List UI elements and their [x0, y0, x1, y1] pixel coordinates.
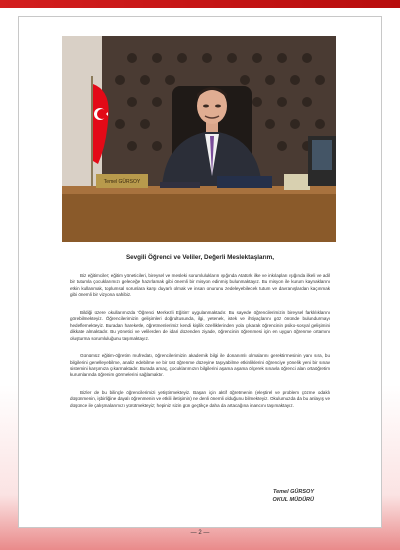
signature-block [273, 488, 314, 504]
letter-greeting: Sevgili Öğrenci ve Veliler, Değerli Meslektaşlarım, [125, 254, 275, 261]
letter-body [70, 254, 330, 420]
page-number: — 2 — [190, 530, 210, 536]
top-red-band [0, 0, 400, 8]
letter-paragraph-4: Bizler de bu bilinçle öğrencilerimizi yetiştirmekteyiz. Başarı için aktif öğretmenin (eleştirel ve problem çözme odaklı düşünmenin, işbirliğine dayalı öğrenmenin ve etkili iletişimin) ne denli önemli olduğunu bilmekteyiz. Okulumuzda da bu anlayış ve düşünce ile çalışmalarımızı yürütmekteyiz; hepiniz sizin gün geçtikçe daha da artacağına inancını taşımaktayız. [70, 389, 330, 408]
letter-paragraph-1: Biz eğitimciler; eğitim yöneticileri, bireysel ve mesleki sorumlulukların ışığında Atatürk ilke ve inkılapları ışığında ilkeli ve adil bir tutumla çocuklarımızı geleceğe hazırlamak gibi önemli bir misyon edinmiş bulunmaktayız. Bu misyon ile kurum kaynaklarını etkin kullanmak, toplumsal sorunlara karşı duyarlı olmak ve insan onurunu zedeleyebilecek tutum ve davranışlardan kaçınmak gibi önemli bir vizyona sahibiz. [70, 273, 330, 298]
signature-title: OKUL MÜDÜRÜ [272, 497, 314, 503]
letter-paragraph-3: Günümüz eğitim-öğretim mufredatı, öğrencilerimizin akademik bilgi ile donanımlı olmalarını gerektirmesinin yanı sıra, bu bilgilerini genelleyebilme, analiz edebilme ve bir üst öğrenme düzeyine taşıyabilme etkinliklerini öğrenciye yönelik yeni bir sınav sistemini karşımıza çıkarmaktadır. Burada amaç, çocuklarımızın bilgilerini aşama aşama ölçerek sınavla öğrenci alan ortaöğretim kurumlarında öğrenim görmelerini sağlamaktır. [70, 353, 330, 378]
svg-text:Temel GÜRSOY: Temel GÜRSOY [103, 179, 141, 185]
letter-paragraph-2: Bildiği üzere okullarımızda 'Öğrenci Merkezli Eğitim' uygulanmaktadır. Bu sayede öğrencilerimizin bireysel farklılıklarını görebilmekteyiz. Öğrencilerimizin gelişimleri doğrultusunda, ilgi, yetenek, istek ve ihtiyaçlarını göz önünde bulundurmayı hedeflemekteyiz. Buradan hareketle, öğretmenlerimiz kendi kişilik özelliklerinden yola çıkarak öğrencinin psiko-sosyal gelişimini dikkate almaktadır. Bu yönetici ve velilerden de idari düzenden ziyade, öğrencinin öğrenmesi için en uygun öğrenme ortamını oluşturma sorumluluğunu taşımaktayız. [70, 309, 330, 341]
signature-name: Temel GÜRSOY [272, 489, 314, 495]
principal-photo [62, 36, 336, 242]
office-scene [62, 36, 336, 242]
